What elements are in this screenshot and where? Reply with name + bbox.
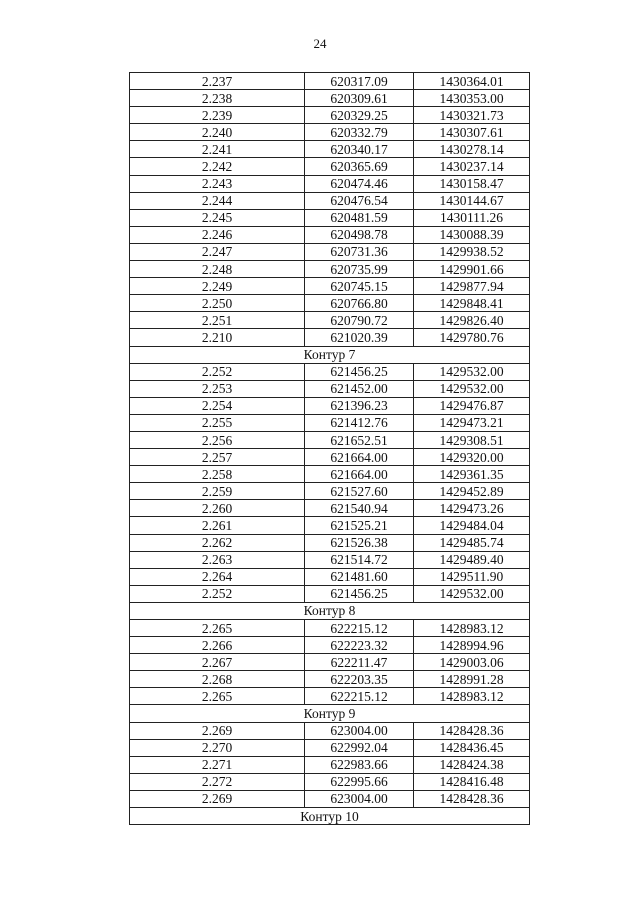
- table-row: [130, 688, 530, 705]
- point-number-cell: 2.268: [130, 671, 305, 688]
- table-row: [130, 414, 530, 431]
- point-number-cell: 2.264: [130, 568, 305, 585]
- x-coordinate-cell: 622995.66: [305, 773, 414, 790]
- x-coordinate-cell: 621020.39: [305, 329, 414, 346]
- y-coordinate-cell: 1428428.36: [414, 722, 530, 739]
- point-number-cell: 2.238: [130, 90, 305, 107]
- x-coordinate-cell: 621525.21: [305, 517, 414, 534]
- page-number: 24: [313, 36, 327, 51]
- point-number-cell: 2.262: [130, 534, 305, 551]
- coordinates-table: [129, 72, 530, 825]
- table-row: [130, 654, 530, 671]
- table-row: [130, 500, 530, 517]
- y-coordinate-cell: 1429361.35: [414, 466, 530, 483]
- x-coordinate-cell: 620332.79: [305, 124, 414, 141]
- x-coordinate-cell: 621526.38: [305, 534, 414, 551]
- x-coordinate-cell: 620745.15: [305, 278, 414, 295]
- y-coordinate-cell: 1428991.28: [414, 671, 530, 688]
- table-row: [130, 278, 530, 295]
- y-coordinate-cell: 1430364.01: [414, 73, 530, 90]
- point-number-cell: 2.256: [130, 431, 305, 448]
- y-coordinate-cell: 1429473.21: [414, 414, 530, 431]
- table-row: [130, 585, 530, 602]
- x-coordinate-cell: 621652.51: [305, 431, 414, 448]
- table-row: [130, 243, 530, 260]
- table-row: [130, 90, 530, 107]
- table-row: [130, 551, 530, 568]
- table-row: [130, 158, 530, 175]
- x-coordinate-cell: 621664.00: [305, 466, 414, 483]
- table-row: [130, 431, 530, 448]
- x-coordinate-cell: 622215.12: [305, 620, 414, 637]
- y-coordinate-cell: 1429473.26: [414, 500, 530, 517]
- x-coordinate-cell: 620731.36: [305, 243, 414, 260]
- contour-label: Контур 7: [130, 346, 530, 363]
- x-coordinate-cell: 621456.25: [305, 585, 414, 602]
- y-coordinate-cell: 1429532.00: [414, 363, 530, 380]
- contour-label: Контур 9: [130, 705, 530, 722]
- x-coordinate-cell: 622211.47: [305, 654, 414, 671]
- table-row: [130, 380, 530, 397]
- point-number-cell: 2.243: [130, 175, 305, 192]
- point-number-cell: 2.261: [130, 517, 305, 534]
- point-number-cell: 2.255: [130, 414, 305, 431]
- point-number-cell: 2.267: [130, 654, 305, 671]
- table-row: [130, 534, 530, 551]
- y-coordinate-cell: 1429848.41: [414, 295, 530, 312]
- y-coordinate-cell: 1429476.87: [414, 397, 530, 414]
- table-row: [130, 124, 530, 141]
- point-number-cell: 2.210: [130, 329, 305, 346]
- x-coordinate-cell: 620790.72: [305, 312, 414, 329]
- y-coordinate-cell: 1428994.96: [414, 637, 530, 654]
- x-coordinate-cell: 620481.59: [305, 209, 414, 226]
- x-coordinate-cell: 620329.25: [305, 107, 414, 124]
- table-row: [130, 671, 530, 688]
- table-row: [130, 739, 530, 756]
- x-coordinate-cell: 621481.60: [305, 568, 414, 585]
- point-number-cell: 2.239: [130, 107, 305, 124]
- table-row: [130, 209, 530, 226]
- table-row: [130, 295, 530, 312]
- y-coordinate-cell: 1429780.76: [414, 329, 530, 346]
- point-number-cell: 2.265: [130, 688, 305, 705]
- table-row: [130, 637, 530, 654]
- x-coordinate-cell: 621396.23: [305, 397, 414, 414]
- x-coordinate-cell: 621452.00: [305, 380, 414, 397]
- x-coordinate-cell: 622215.12: [305, 688, 414, 705]
- point-number-cell: 2.258: [130, 466, 305, 483]
- table-row: [130, 363, 530, 380]
- x-coordinate-cell: 620476.54: [305, 192, 414, 209]
- point-number-cell: 2.266: [130, 637, 305, 654]
- point-number-cell: 2.250: [130, 295, 305, 312]
- y-coordinate-cell: 1429485.74: [414, 534, 530, 551]
- y-coordinate-cell: 1429452.89: [414, 483, 530, 500]
- contour-header-row: [130, 705, 530, 722]
- x-coordinate-cell: 621514.72: [305, 551, 414, 568]
- x-coordinate-cell: 622203.35: [305, 671, 414, 688]
- point-number-cell: 2.244: [130, 192, 305, 209]
- y-coordinate-cell: 1429308.51: [414, 431, 530, 448]
- table-row: [130, 192, 530, 209]
- point-number-cell: 2.252: [130, 585, 305, 602]
- point-number-cell: 2.260: [130, 500, 305, 517]
- y-coordinate-cell: 1430353.00: [414, 90, 530, 107]
- table-row: [130, 483, 530, 500]
- table-row: [130, 73, 530, 90]
- table-row: [130, 397, 530, 414]
- table-row: [130, 312, 530, 329]
- x-coordinate-cell: 623004.00: [305, 790, 414, 807]
- y-coordinate-cell: 1429320.00: [414, 449, 530, 466]
- table-row: [130, 773, 530, 790]
- point-number-cell: 2.242: [130, 158, 305, 175]
- contour-header-row: [130, 346, 530, 363]
- point-number-cell: 2.272: [130, 773, 305, 790]
- x-coordinate-cell: 622992.04: [305, 739, 414, 756]
- x-coordinate-cell: 621540.94: [305, 500, 414, 517]
- x-coordinate-cell: 621664.00: [305, 449, 414, 466]
- y-coordinate-cell: 1430321.73: [414, 107, 530, 124]
- x-coordinate-cell: 620309.61: [305, 90, 414, 107]
- point-number-cell: 2.249: [130, 278, 305, 295]
- x-coordinate-cell: 620766.80: [305, 295, 414, 312]
- y-coordinate-cell: 1429532.00: [414, 585, 530, 602]
- point-number-cell: 2.269: [130, 722, 305, 739]
- y-coordinate-cell: 1429938.52: [414, 243, 530, 260]
- x-coordinate-cell: 623004.00: [305, 722, 414, 739]
- table-row: [130, 517, 530, 534]
- y-coordinate-cell: 1429877.94: [414, 278, 530, 295]
- y-coordinate-cell: 1429826.40: [414, 312, 530, 329]
- y-coordinate-cell: 1428983.12: [414, 620, 530, 637]
- x-coordinate-cell: 622983.66: [305, 756, 414, 773]
- table-row: [130, 226, 530, 243]
- point-number-cell: 2.259: [130, 483, 305, 500]
- y-coordinate-cell: 1428428.36: [414, 790, 530, 807]
- point-number-cell: 2.237: [130, 73, 305, 90]
- x-coordinate-cell: 620365.69: [305, 158, 414, 175]
- point-number-cell: 2.263: [130, 551, 305, 568]
- x-coordinate-cell: 621412.76: [305, 414, 414, 431]
- x-coordinate-cell: 622223.32: [305, 637, 414, 654]
- point-number-cell: 2.241: [130, 141, 305, 158]
- y-coordinate-cell: 1429532.00: [414, 380, 530, 397]
- y-coordinate-cell: 1428416.48: [414, 773, 530, 790]
- y-coordinate-cell: 1428436.45: [414, 739, 530, 756]
- table-row: [130, 568, 530, 585]
- point-number-cell: 2.246: [130, 226, 305, 243]
- contour-header-row: [130, 602, 530, 619]
- table-row: [130, 329, 530, 346]
- table-row: [130, 790, 530, 807]
- y-coordinate-cell: 1428983.12: [414, 688, 530, 705]
- y-coordinate-cell: 1429901.66: [414, 261, 530, 278]
- contour-label: Контур 8: [130, 602, 530, 619]
- table-row: [130, 141, 530, 158]
- y-coordinate-cell: 1430158.47: [414, 175, 530, 192]
- contour-header-row: [130, 808, 530, 825]
- point-number-cell: 2.253: [130, 380, 305, 397]
- y-coordinate-cell: 1429484.04: [414, 517, 530, 534]
- table-row: [130, 722, 530, 739]
- x-coordinate-cell: 620735.99: [305, 261, 414, 278]
- y-coordinate-cell: 1429003.06: [414, 654, 530, 671]
- point-number-cell: 2.269: [130, 790, 305, 807]
- point-number-cell: 2.247: [130, 243, 305, 260]
- y-coordinate-cell: 1430237.14: [414, 158, 530, 175]
- point-number-cell: 2.248: [130, 261, 305, 278]
- point-number-cell: 2.265: [130, 620, 305, 637]
- point-number-cell: 2.240: [130, 124, 305, 141]
- point-number-cell: 2.257: [130, 449, 305, 466]
- x-coordinate-cell: 620498.78: [305, 226, 414, 243]
- table-row: [130, 449, 530, 466]
- x-coordinate-cell: 621527.60: [305, 483, 414, 500]
- point-number-cell: 2.254: [130, 397, 305, 414]
- y-coordinate-cell: 1430144.67: [414, 192, 530, 209]
- y-coordinate-cell: 1430088.39: [414, 226, 530, 243]
- point-number-cell: 2.270: [130, 739, 305, 756]
- coordinates-table-body: [130, 73, 530, 825]
- table-row: [130, 466, 530, 483]
- point-number-cell: 2.252: [130, 363, 305, 380]
- point-number-cell: 2.271: [130, 756, 305, 773]
- table-row: [130, 175, 530, 192]
- table-row: [130, 107, 530, 124]
- x-coordinate-cell: 620317.09: [305, 73, 414, 90]
- x-coordinate-cell: 620474.46: [305, 175, 414, 192]
- table-row: [130, 261, 530, 278]
- x-coordinate-cell: 620340.17: [305, 141, 414, 158]
- point-number-cell: 2.251: [130, 312, 305, 329]
- table-row: [130, 620, 530, 637]
- y-coordinate-cell: 1429511.90: [414, 568, 530, 585]
- point-number-cell: 2.245: [130, 209, 305, 226]
- y-coordinate-cell: 1430307.61: [414, 124, 530, 141]
- y-coordinate-cell: 1430111.26: [414, 209, 530, 226]
- y-coordinate-cell: 1428424.38: [414, 756, 530, 773]
- contour-label: Контур 10: [130, 808, 530, 825]
- x-coordinate-cell: 621456.25: [305, 363, 414, 380]
- y-coordinate-cell: 1430278.14: [414, 141, 530, 158]
- table-row: [130, 756, 530, 773]
- y-coordinate-cell: 1429489.40: [414, 551, 530, 568]
